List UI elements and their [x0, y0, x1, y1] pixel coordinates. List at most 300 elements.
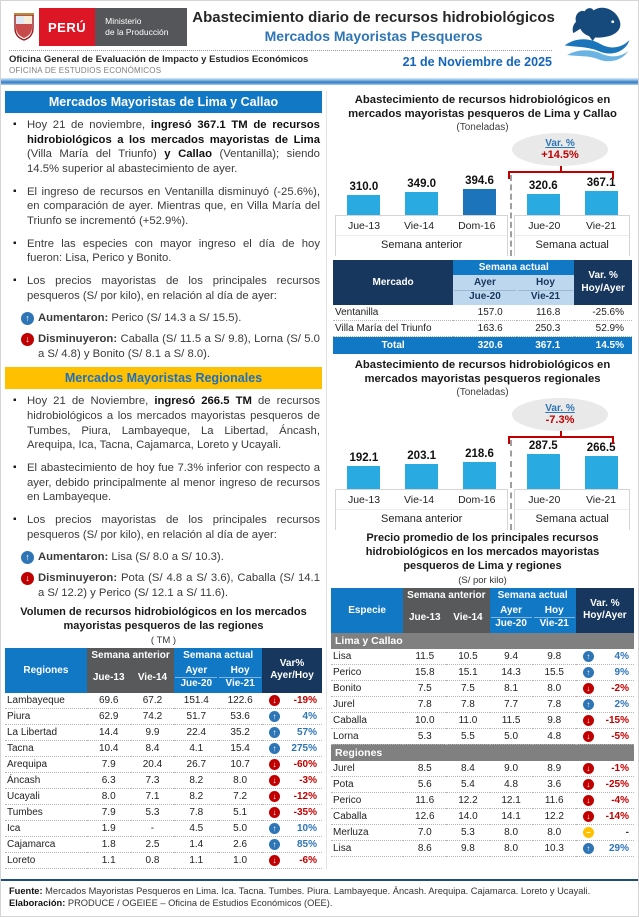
- variation-value: -60%: [293, 758, 317, 770]
- variation-value: -15%: [605, 714, 629, 726]
- row-label: Cajamarca: [5, 836, 87, 852]
- row-label: Caballa: [331, 712, 403, 728]
- variation-cell: [576, 792, 634, 808]
- value-cell: 8.0: [218, 772, 262, 788]
- day-tick-label: Vie-21: [585, 494, 617, 507]
- value-cell: 1.1: [87, 852, 131, 868]
- variation-cell: [262, 740, 322, 756]
- bar-column: [527, 440, 560, 489]
- value-cell: 14.0: [446, 808, 489, 824]
- chart-subtitle: (Toneladas): [456, 122, 509, 134]
- value-cell: 4.1: [174, 740, 218, 756]
- bar-column: [347, 452, 380, 489]
- variation-badge: Var. % +14.5%: [512, 133, 608, 166]
- table-row: [5, 708, 322, 724]
- price-table: Especie Semana anterior Semana actual Var. % Hoy/Ayer Jue-13 Vie-14 Ayer Jue-20 Hoy Vie-21 Lima y Callao Lisa 11.5 10.5 9.4 9.8 ↑ 4% Perico 15.8 15.1 14.3 15.5 ↑ 9% Bonito 7.5 7.5 8.1 8.0 ↓ -2% Jurel 7.8 7.8 7.7 7.8 ↑ 2% Caballa 10.0 11.0 11.5 9.8 ↓ -15% Lorna 5.3 5.5 5.0 4.8 ↓ -5% Regiones Jurel 8.5 8.4 9.0 8.9 ↓ -1% Pota 5.6 5.4 4.8 3.6 ↓ -25% Perico 11.6 12.2 12.1 11.6 ↓ -4% Caballa 12.6 14.0 14.1 12.2 ↓ -14% Merluza 7.0 5.3 8.0 8.0 − - Lisa 8.6 9.8 8.0 10.3 ↑ 29%: [331, 588, 634, 857]
- var-header: Var. % Hoy/Ayer: [576, 588, 634, 633]
- bar-groups: [335, 440, 630, 530]
- lima-aumentaron-item: ↑ Aumentaron: Perico (S/ 14.3 a S/ 15.5).: [5, 311, 322, 326]
- regions-col-header: Regiones: [5, 648, 87, 693]
- up-arrow-icon: ↑: [583, 843, 594, 854]
- table-row: [331, 840, 634, 856]
- value-cell: 1.1: [174, 852, 218, 868]
- value-cell: 7.2: [218, 788, 262, 804]
- value-cell: 11.5: [490, 712, 533, 728]
- variation-value: 85%: [296, 838, 317, 850]
- row-label: Jurel: [331, 696, 403, 712]
- value-cell: 11.0: [446, 712, 489, 728]
- right-column: [326, 91, 634, 869]
- semana-actual-header: Semana actual: [453, 260, 574, 275]
- regiones-aumentaron-item: ↑ Aumentaron: Lisa (S/ 8.0 a S/ 10.3).: [5, 550, 322, 565]
- down-arrow-icon: ↓: [583, 763, 594, 774]
- up-arrow-icon: ↑: [269, 727, 280, 738]
- variation-cell: [576, 696, 634, 712]
- value-cell: 8.0: [490, 840, 533, 856]
- value-cell: 8.1: [490, 680, 533, 696]
- bar-group: [514, 175, 630, 256]
- semana-anterior-header: Semana anterior: [403, 588, 489, 603]
- up-arrow-icon: ↑: [583, 667, 594, 678]
- table-row: [331, 696, 634, 712]
- bar-value-label: 203.1: [407, 450, 437, 463]
- value-cell: 9.8: [533, 649, 576, 665]
- variation-cell: [262, 708, 322, 724]
- regiones-disminuyeron-item: ↓ Disminuyeron: Pota (S/ 4.8 a S/ 3.6), Caballa (S/ 14.1 a S/ 12.2) y Perico (S/ 12.1 a S/ 11.6).: [5, 571, 322, 600]
- produce-logo: [9, 8, 187, 46]
- var-header: Var. % Hoy/Ayer: [574, 260, 632, 305]
- value-cell: 6.3: [87, 772, 131, 788]
- variation-cell: [576, 712, 634, 728]
- down-arrow-icon: ↓: [21, 333, 34, 346]
- value-cell: 11.5: [403, 649, 446, 665]
- row-label: Villa María del Triunfo: [333, 321, 453, 337]
- mercado-col-header: Mercado: [333, 260, 453, 305]
- bar-column: [463, 175, 496, 215]
- bar: [347, 195, 380, 215]
- table-row: [331, 808, 634, 824]
- value-cell: 5.0: [218, 820, 262, 836]
- variation-cell: [576, 649, 634, 665]
- bar-groups: [335, 175, 630, 256]
- bar: [347, 466, 380, 489]
- row-label: Perico: [331, 792, 403, 808]
- table-row: [331, 664, 634, 680]
- bar-column: [585, 177, 618, 215]
- value-cell: 7.9: [87, 756, 131, 772]
- value-cell: 1.4: [174, 836, 218, 852]
- value-cell: 22.4: [174, 724, 218, 740]
- value-cell: 9.4: [490, 649, 533, 665]
- value-cell: 157.0: [453, 305, 516, 321]
- value-cell: 2.6: [218, 836, 262, 852]
- value-cell: 7.1: [131, 788, 175, 804]
- variation-cell: [262, 693, 322, 709]
- bar-column: [405, 178, 438, 215]
- value-cell: 52.9%: [574, 321, 632, 337]
- variation-value: -4%: [611, 794, 629, 806]
- value-cell: 10.4: [87, 740, 131, 756]
- peru-coat-of-arms-icon: [9, 8, 39, 46]
- value-cell: 7.3: [131, 772, 175, 788]
- value-cell: 151.4: [174, 693, 218, 709]
- down-arrow-icon: ↓: [269, 807, 280, 818]
- value-cell: 7.7: [490, 696, 533, 712]
- value-cell: 7.9: [87, 804, 131, 820]
- day-tick-label: Dom-16: [458, 494, 496, 507]
- value-cell: 7.8: [533, 696, 576, 712]
- variation-value: -12%: [293, 790, 317, 802]
- table-row: [5, 820, 322, 836]
- value-cell: 12.6: [403, 808, 446, 824]
- variation-cell: [262, 788, 322, 804]
- value-cell: 5.1: [218, 804, 262, 820]
- value-cell: 7.5: [446, 680, 489, 696]
- market-total-row: Total 320.6 367.1 14.5%: [333, 337, 632, 355]
- bar-value-label: 266.5: [586, 442, 616, 455]
- variation-value: 29%: [608, 842, 629, 854]
- variation-value: -35%: [293, 806, 317, 818]
- value-cell: 3.6: [533, 776, 576, 792]
- variation-cell: [262, 836, 322, 852]
- dashed-divider: [510, 440, 512, 530]
- value-cell: 14.3: [490, 664, 533, 680]
- variation-cell: [576, 776, 634, 792]
- up-arrow-icon: ↑: [269, 743, 280, 754]
- value-cell: 15.1: [446, 664, 489, 680]
- value-cell: 5.3: [131, 804, 175, 820]
- down-arrow-icon: ↓: [583, 683, 594, 694]
- value-cell: 1.0: [218, 852, 262, 868]
- value-cell: 15.8: [403, 664, 446, 680]
- down-arrow-icon: ↓: [583, 731, 594, 742]
- table-row: [333, 321, 632, 337]
- row-label: Piura: [5, 708, 87, 724]
- peru-logo-text: PERÚ: [39, 8, 95, 46]
- bar-column: [585, 442, 618, 489]
- value-cell: 11.6: [403, 792, 446, 808]
- bar-value-label: 287.5: [528, 440, 558, 453]
- section-row: [331, 744, 634, 761]
- bar-group: [335, 175, 508, 256]
- value-cell: 7.8: [446, 696, 489, 712]
- variation-value: -: [625, 826, 629, 838]
- variation-value: 57%: [296, 726, 317, 738]
- section-label: Regiones: [331, 744, 634, 761]
- down-arrow-icon: ↓: [21, 572, 34, 585]
- down-arrow-icon: ↓: [269, 695, 280, 706]
- value-cell: 8.5: [403, 761, 446, 777]
- up-arrow-icon: ↑: [269, 823, 280, 834]
- day-tick-label: Vie-14: [403, 220, 435, 233]
- up-arrow-icon: ↑: [583, 651, 594, 662]
- report-footer: [1, 879, 638, 916]
- row-label: Merluza: [331, 824, 403, 840]
- table-row: [331, 824, 634, 840]
- value-cell: 14.4: [87, 724, 131, 740]
- variation-cell: [576, 761, 634, 777]
- bar-value-label: 367.1: [586, 177, 616, 190]
- row-label: Áncash: [5, 772, 87, 788]
- office-names: Oficina General de Evaluación de Impacto y Estudios Económicos OFICINA DE ESTUDIOS ECONÓMICOS: [9, 54, 309, 75]
- semana-anterior-header: Semana anterior: [87, 648, 175, 663]
- market-table: Mercado Semana actual Var. % Hoy/Ayer Ayer Jue-20 Hoy Vie-21 Ventanilla 157.0 116.8 -25.6% Villa María del Triunfo 163.6 250.3 52.9% Total 320.6 367.1 14.5%: [333, 260, 632, 354]
- value-cell: 51.7: [174, 708, 218, 724]
- section-header-regionales: Mercados Mayoristas Regionales: [5, 367, 322, 389]
- row-label: Ventanilla: [333, 305, 453, 321]
- value-cell: 5.4: [446, 776, 489, 792]
- lima-callao-bullets: [5, 118, 322, 303]
- week-group-label: Semana actual: [515, 509, 629, 530]
- bar-value-label: 394.6: [465, 175, 494, 188]
- value-cell: 7.8: [403, 696, 446, 712]
- variation-value: 2%: [614, 698, 629, 710]
- value-cell: 8.0: [490, 824, 533, 840]
- value-cell: 5.3: [403, 728, 446, 744]
- value-cell: 35.2: [218, 724, 262, 740]
- value-cell: 122.6: [218, 693, 262, 709]
- value-cell: -25.6%: [574, 305, 632, 321]
- variation-cell: [262, 820, 322, 836]
- down-arrow-icon: ↓: [583, 811, 594, 822]
- variation-cell: [262, 724, 322, 740]
- variation-cell: [576, 808, 634, 824]
- value-cell: 163.6: [453, 321, 516, 337]
- value-cell: 20.4: [131, 756, 175, 772]
- variation-badge: Var. % -7.3%: [512, 398, 608, 431]
- value-cell: 1.9: [87, 820, 131, 836]
- row-label: Perico: [331, 664, 403, 680]
- value-cell: 15.4: [218, 740, 262, 756]
- value-cell: 8.4: [446, 761, 489, 777]
- row-label: Bonito: [331, 680, 403, 696]
- day-tick-label: Vie-21: [585, 220, 617, 233]
- value-cell: 5.6: [403, 776, 446, 792]
- bar-group: [514, 440, 630, 530]
- table-row: [331, 712, 634, 728]
- value-cell: 2.5: [131, 836, 175, 852]
- variation-cell: [576, 728, 634, 744]
- row-label: Ucayali: [5, 788, 87, 804]
- bar: [527, 454, 560, 489]
- row-label: Lisa: [331, 840, 403, 856]
- row-label: Lorna: [331, 728, 403, 744]
- variation-cell: [576, 840, 634, 856]
- table-row: [5, 852, 322, 868]
- table-row: [331, 792, 634, 808]
- value-cell: 9.8: [533, 712, 576, 728]
- value-cell: 62.9: [87, 708, 131, 724]
- ministry-logo-text: Ministerio de la Producción: [95, 8, 187, 46]
- down-arrow-icon: ↓: [269, 791, 280, 802]
- value-cell: 10.3: [533, 840, 576, 856]
- bar: [463, 189, 496, 215]
- value-cell: 15.5: [533, 664, 576, 680]
- variation-value: -1%: [611, 762, 629, 774]
- day-tick-label: Vie-14: [403, 494, 435, 507]
- variation-value: -5%: [611, 730, 629, 742]
- table-row: [5, 804, 322, 820]
- variation-cell: [262, 804, 322, 820]
- day-tick-label: Jue-13: [347, 220, 381, 233]
- fuente-line: Fuente: Mercados Mayoristas Pesqueros en Lima. Ica. Tacna. Tumbes. Piura. Lambayeque. Áncash. Arequipa. Cajamarca. Loreto y Ucayali.: [9, 885, 591, 896]
- up-arrow-icon: ↑: [583, 699, 594, 710]
- left-column: [5, 91, 322, 869]
- value-cell: 5.0: [490, 728, 533, 744]
- value-cell: 74.2: [131, 708, 175, 724]
- var-header: Var% Ayer/Hoy: [262, 648, 322, 693]
- week-group-label: Semana anterior: [336, 509, 507, 530]
- value-cell: 9.8: [446, 840, 489, 856]
- down-arrow-icon: ↓: [269, 855, 280, 866]
- bullet-item: ▪ Entre las especies con mayor ingreso el día de hoy fueron: Lisa, Perico y Bonito.: [11, 237, 320, 266]
- variation-value: -2%: [611, 682, 629, 694]
- fish-logo-icon: [562, 4, 632, 64]
- bar: [405, 192, 438, 215]
- table-row: [331, 649, 634, 665]
- day-tick-label: Jue-20: [528, 220, 561, 233]
- variation-value: 275%: [291, 742, 317, 754]
- semana-actual-header: Semana actual: [490, 588, 576, 603]
- up-arrow-icon: ↑: [21, 312, 34, 325]
- value-cell: 4.8: [490, 776, 533, 792]
- variation-value: -19%: [293, 694, 317, 706]
- bar-value-label: 218.6: [465, 448, 494, 461]
- variation-bracket: [508, 171, 614, 179]
- value-cell: 1.8: [87, 836, 131, 852]
- variation-value: -6%: [299, 854, 317, 866]
- variation-cell: [576, 680, 634, 696]
- value-cell: 12.2: [533, 808, 576, 824]
- variation-value: -3%: [299, 774, 317, 786]
- elaboracion-line: Elaboración: PRODUCE / OGEIEE – Oficina de Estudios Económicos (OEE).: [9, 898, 333, 909]
- report-title-line2: Mercados Mayoristas Pesqueros: [264, 28, 483, 44]
- variation-bracket: [508, 436, 614, 444]
- table-row: [331, 728, 634, 744]
- down-arrow-icon: ↓: [583, 795, 594, 806]
- header-blue-band: [1, 78, 638, 85]
- value-cell: 8.6: [403, 840, 446, 856]
- value-cell: 4.8: [533, 728, 576, 744]
- bullet-item: ▪ Los precios mayoristas de los principales recursos pesqueros (S/ por kilo), en relación al día de ayer:: [11, 513, 320, 542]
- table-row: [333, 305, 632, 321]
- down-arrow-icon: ↓: [583, 715, 594, 726]
- bar: [585, 191, 618, 215]
- row-label: Jurel: [331, 761, 403, 777]
- variation-cell: [576, 664, 634, 680]
- row-label: La Libertad: [5, 724, 87, 740]
- row-label: Arequipa: [5, 756, 87, 772]
- value-cell: 8.2: [174, 788, 218, 804]
- value-cell: 9.0: [490, 761, 533, 777]
- down-arrow-icon: ↓: [583, 779, 594, 790]
- chart-regionales: [331, 358, 634, 530]
- table-row: [5, 740, 322, 756]
- chart-subtitle: (Toneladas): [456, 387, 509, 399]
- bar: [405, 464, 438, 489]
- variation-cell: [262, 772, 322, 788]
- value-cell: 11.6: [533, 792, 576, 808]
- table-row: [331, 761, 634, 777]
- section-row: [331, 633, 634, 649]
- row-label: Lisa: [331, 649, 403, 665]
- value-cell: 5.5: [446, 728, 489, 744]
- value-cell: 14.1: [490, 808, 533, 824]
- bullet-item: ▪ Hoy 21 de noviembre, ingresó 367.1 TM de recursos hidrobiológicos a los mercados mayoristas de Lima (Villa María del Triunfo) y Callao (Ventanilla); siendo 14.5% superior al abastecimiento de ayer.: [11, 118, 320, 177]
- bar-value-label: 192.1: [349, 452, 379, 465]
- value-cell: 9.9: [131, 724, 175, 740]
- bar-value-label: 320.6: [528, 180, 558, 193]
- disminuyeron-label: Disminuyeron:: [38, 333, 118, 346]
- value-cell: 5.3: [446, 824, 489, 840]
- day-tick-label: Dom-16: [458, 220, 496, 233]
- disminuyeron-label: Disminuyeron:: [38, 572, 118, 585]
- dashed-divider: [510, 175, 512, 256]
- down-arrow-icon: ↓: [269, 759, 280, 770]
- table-row: [331, 680, 634, 696]
- bar-column: [347, 181, 380, 215]
- chart-title: Abastecimiento de recursos hidrobiológicos en mercados mayoristas pesqueros de Lima y Callao: [348, 94, 617, 121]
- value-cell: 250.3: [517, 321, 575, 337]
- value-cell: 7.5: [403, 680, 446, 696]
- row-label: Caballa: [331, 808, 403, 824]
- value-cell: 26.7: [174, 756, 218, 772]
- value-cell: 0.8: [131, 852, 175, 868]
- bar-value-label: 310.0: [349, 181, 379, 194]
- up-arrow-icon: ↑: [269, 839, 280, 850]
- variation-value: 9%: [614, 666, 629, 678]
- bar-column: [527, 180, 560, 215]
- value-cell: 8.2: [174, 772, 218, 788]
- value-cell: 10.0: [403, 712, 446, 728]
- value-cell: 8.9: [533, 761, 576, 777]
- semana-actual-header: Semana actual: [174, 648, 262, 663]
- table-row: [331, 776, 634, 792]
- variation-value: 10%: [296, 822, 317, 834]
- table-row: [5, 756, 322, 772]
- down-arrow-icon: ↓: [269, 775, 280, 786]
- variation-cell: [262, 756, 322, 772]
- chart-title: Abastecimiento de recursos hidrobiológicos en mercados mayoristas pesqueros regionales: [354, 359, 611, 386]
- up-arrow-icon: ↑: [269, 711, 280, 722]
- header-divider: [9, 50, 552, 51]
- day-tick-label: Jue-20: [528, 494, 561, 507]
- chart-lima-callao: [331, 93, 634, 256]
- week-group-label: Semana actual: [515, 235, 629, 256]
- bullet-item: ▪ Hoy 21 de Noviembre, ingresó 266.5 TM de recursos hidrobiológicos a los mercados mayoristas pesqueros de Tumbes, Piura, Lambayeque, La Libertad, Áncash, Arequipa, Ica, Tacna, Cajamarca, Loreto y Ucayali.: [11, 394, 320, 453]
- bar-column: [463, 448, 496, 489]
- regions-table: Regiones Semana anterior Semana actual Var% Ayer/Hoy Jue-13 Vie-14 Ayer Jue-20 Hoy Vie-21 Lambayeque 69.6 67.2 151.4 122.6 ↓ -19% Piura 62.9 74.2 51.7 53.6 ↑ 4% La Libertad 14.4 9.9 22.4 35.2 ↑ 57% Tacna 10.4 8.4 4.1 15.4 ↑ 275% Arequipa 7.9 20.4 26.7 10.7 ↓ -60% Áncash 6.3 7.3 8.2 8.0 ↓ -3% Ucayali 8.0 7.1 8.2 7.2 ↓ -12% Tumbes 7.9 5.3 7.8 5.1 ↓ -35% Ica 1.9 - 4.5 5.0 ↑ 10% Cajamarca 1.8 2.5 1.4 2.6 ↑ 85% Loreto 1.1 0.8 1.1 1.0 ↓ -6%: [5, 648, 322, 869]
- table-row: [5, 772, 322, 788]
- bullet-item: ▪ El ingreso de recursos en Ventanilla disminuyó (-25.6%), en comparación de ayer. Mientras que, en Villa María del Triunfo se incrementó (+52.9%).: [11, 185, 320, 229]
- row-label: Tacna: [5, 740, 87, 756]
- value-cell: 116.8: [517, 305, 575, 321]
- bar: [585, 456, 618, 489]
- row-label: Tumbes: [5, 804, 87, 820]
- table-row: [5, 693, 322, 709]
- week-group-label: Semana anterior: [336, 235, 507, 256]
- lima-disminuyeron-item: ↓ Disminuyeron: Caballa (S/ 11.5 a S/ 9.8), Lorna (S/ 5.0 a S/ 4.8) y Bonito (S/ 8.1 a S/ 8.0).: [5, 332, 322, 361]
- table-row: [5, 788, 322, 804]
- report-title-line1: Abastecimiento diario de recursos hidrobiológicos: [192, 9, 555, 26]
- value-cell: 12.2: [446, 792, 489, 808]
- aumentaron-label: Aumentaron:: [38, 312, 109, 325]
- variation-cell: [262, 852, 322, 868]
- value-cell: 53.6: [218, 708, 262, 724]
- variation-cell: [576, 824, 634, 840]
- value-cell: 12.1: [490, 792, 533, 808]
- regionales-bullets: [5, 394, 322, 542]
